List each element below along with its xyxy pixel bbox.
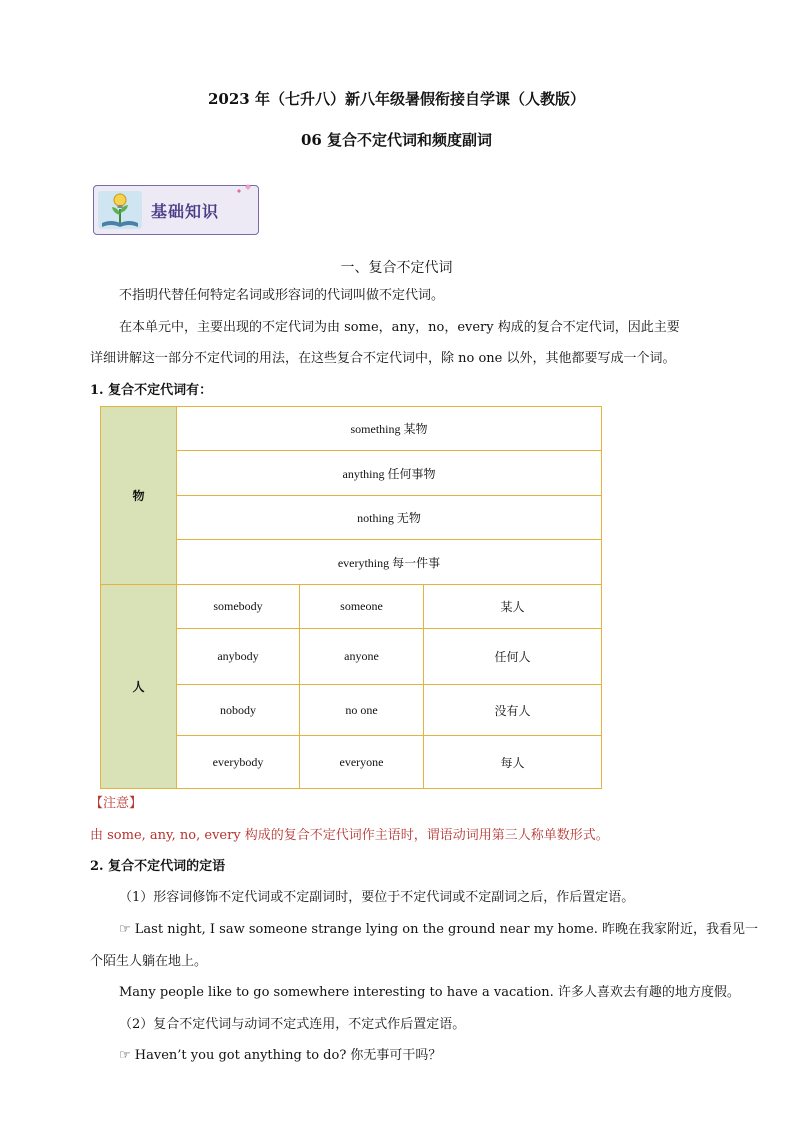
note-label: 【注意】 bbox=[90, 796, 143, 811]
example-3: ☞ Haven’t you got anything to do? 你无事可干吗？ bbox=[119, 1048, 442, 1063]
document-title: 2023 年（七升八）新八年级暑假衔接自学课（人教版） bbox=[208, 90, 585, 108]
table-label-person: 人 bbox=[101, 585, 177, 789]
rule-infinitive: （2）复合不定代词与动词不定式连用，不定式作后置定语。 bbox=[119, 1017, 466, 1032]
document-subtitle: 06 复合不定代词和频度副词 bbox=[300, 131, 493, 149]
example-1-line1: ☞ Last night, I saw someone strange lying on the ground near my home. 昨晚在我家附近，我看见一 bbox=[119, 922, 759, 937]
table-cell-person: anyone bbox=[300, 629, 424, 685]
rule-adjective-postposition: （1）形容词修饰不定代词或不定副词时，要位于不定代词或不定副词之后，作后置定语。 bbox=[119, 890, 635, 905]
table-cell-person: everyone bbox=[300, 736, 424, 789]
table-cell-person: somebody bbox=[177, 585, 300, 629]
table-cell-person: anybody bbox=[177, 629, 300, 685]
book-plant-icon bbox=[97, 189, 143, 231]
table-cell-person: 任何人 bbox=[424, 629, 602, 685]
table-cell-person: no one bbox=[300, 685, 424, 736]
section-badge bbox=[93, 185, 263, 237]
table-cell-person: someone bbox=[300, 585, 424, 629]
table-cell-person: 每人 bbox=[424, 736, 602, 789]
table-cell-person: 没有人 bbox=[424, 685, 602, 736]
section-heading: 一、复合不定代词 bbox=[340, 260, 453, 276]
table-cell-thing: nothing 无物 bbox=[177, 496, 602, 540]
list2-heading: 2. 复合不定代词的定语 bbox=[90, 859, 226, 874]
paragraph-unit-line2: 详细讲解这一部分不定代词的用法，在这些复合不定代词中，除 no one 以外，其他都要写成一个词。 bbox=[90, 351, 676, 366]
table-cell-thing: anything 任何事物 bbox=[177, 451, 602, 496]
table-cell-thing: something 某物 bbox=[177, 407, 602, 451]
list1-heading: 1. 复合不定代词有： bbox=[90, 383, 213, 398]
badge-label: 基础知识 bbox=[151, 202, 220, 221]
indefinite-pronoun-table bbox=[100, 406, 602, 789]
table-cell-person: 某人 bbox=[424, 585, 602, 629]
table-cell-person: everybody bbox=[177, 736, 300, 789]
sparkle-icon bbox=[233, 183, 255, 199]
table-label-thing: 物 bbox=[101, 407, 177, 585]
note-text: 由 some, any, no, every 构成的复合不定代词作主语时，谓语动词用第三人称单数形式。 bbox=[90, 828, 609, 843]
paragraph-definition: 不指明代替任何特定名词或形容词的代词叫做不定代词。 bbox=[119, 288, 445, 303]
table-cell-thing: everything 每一件事 bbox=[177, 540, 602, 585]
table-cell-person: nobody bbox=[177, 685, 300, 736]
example-2: Many people like to go somewhere interesting to have a vacation. 许多人喜欢去有趣的地方度假。 bbox=[119, 985, 740, 1000]
paragraph-unit-line1: 在本单元中，主要出现的不定代词为由 some，any，no，every 构成的复合不定代词，因此主要 bbox=[119, 320, 680, 335]
example-1-line2: 个陌生人躺在地上。 bbox=[90, 954, 208, 969]
